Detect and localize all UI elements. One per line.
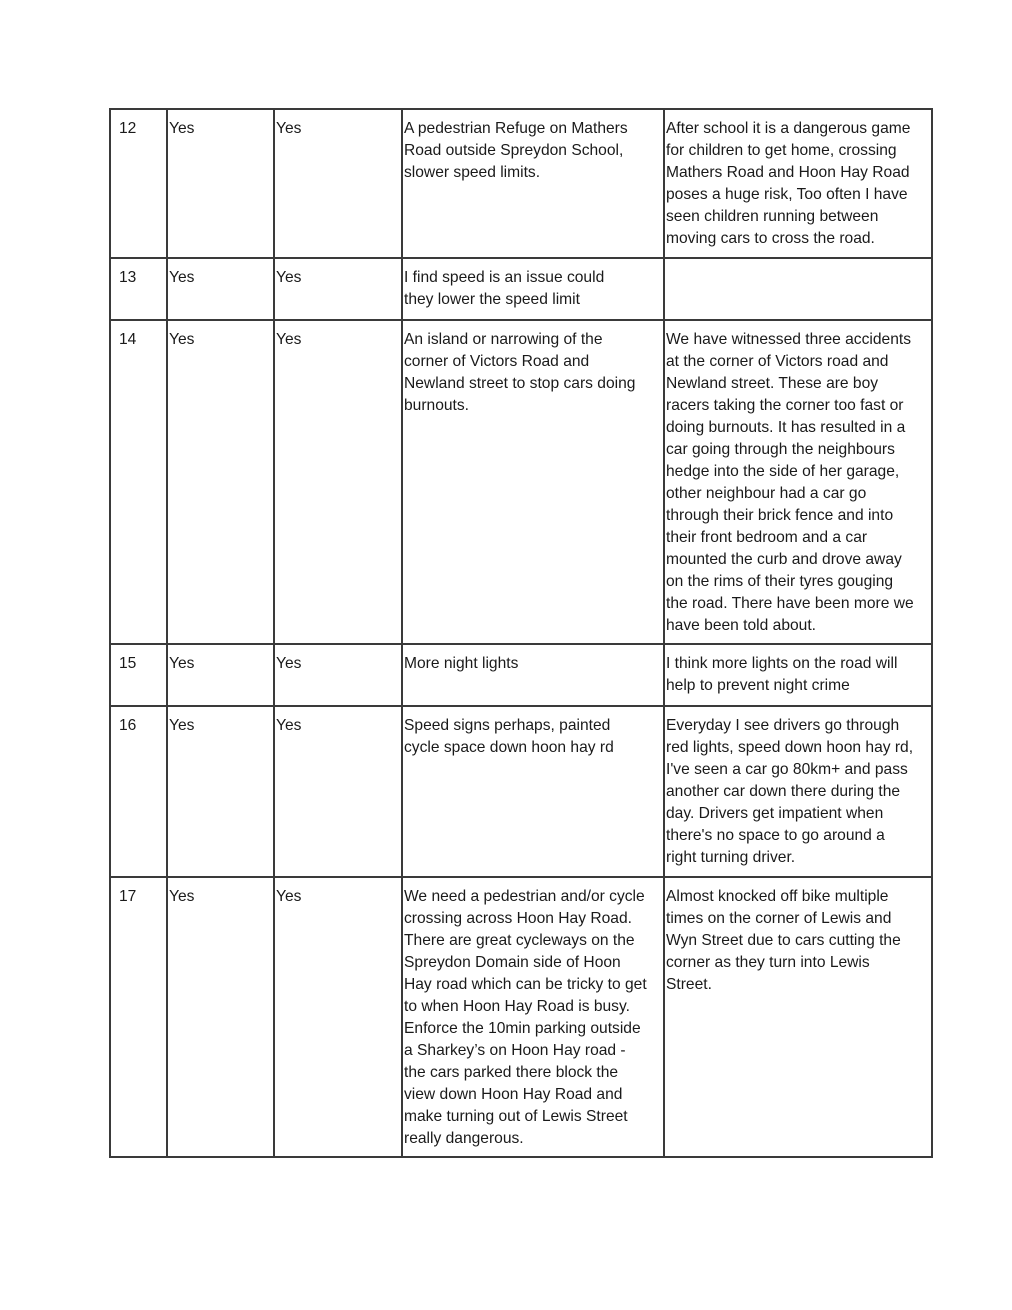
row-number: 16 (110, 706, 167, 877)
table-row (110, 258, 932, 320)
answer-cell: Yes (167, 877, 274, 1157)
table-body (110, 109, 932, 1157)
suggestion-cell: An island or narrowing of the corner of Victors Road and Newland street to stop cars doing burnouts. (402, 320, 664, 644)
row-number: 15 (110, 644, 167, 706)
suggestion-cell: More night lights (402, 644, 664, 706)
answer-cell: Yes (167, 258, 274, 320)
answer-cell: Yes (274, 109, 402, 258)
response-table (109, 108, 933, 1158)
comment-cell: Almost knocked off bike multiple times on the corner of Lewis and Wyn Street due to cars cutting the corner as they turn into Lewis Street. (664, 877, 932, 1157)
table-row (110, 320, 932, 644)
answer-cell: Yes (274, 320, 402, 644)
table-row (110, 644, 932, 706)
comment-cell: We have witnessed three accidents at the corner of Victors road and Newland street. These are boy racers taking the corner too fast or doing burnouts. It has resulted in a car going through the neighbours hedge into the side of her garage, other neighbour had a car go through their brick fence and into their front bedroom and a car mounted the curb and drove away on the rims of their tyres gouging the road. There have been more we have been told about. (664, 320, 932, 644)
answer-cell: Yes (167, 644, 274, 706)
suggestion-cell: Speed signs perhaps, painted cycle space down hoon hay rd (402, 706, 664, 877)
answer-cell: Yes (274, 706, 402, 877)
row-number: 17 (110, 877, 167, 1157)
row-number: 12 (110, 109, 167, 258)
table-row (110, 877, 932, 1157)
suggestion-cell: A pedestrian Refuge on Mathers Road outside Spreydon School, slower speed limits. (402, 109, 664, 258)
row-number: 14 (110, 320, 167, 644)
answer-cell: Yes (167, 109, 274, 258)
comment-cell: I think more lights on the road will help to prevent night crime (664, 644, 932, 706)
answer-cell: Yes (167, 706, 274, 877)
table-row (110, 706, 932, 877)
comment-cell (664, 258, 932, 320)
table-row (110, 109, 932, 258)
suggestion-cell: I find speed is an issue could they lower the speed limit (402, 258, 664, 320)
comment-cell: Everyday I see drivers go through red lights, speed down hoon hay rd, I've seen a car go 80km+ and pass another car down there during the day. Drivers get impatient when there's no space to go around a right turning driver. (664, 706, 932, 877)
row-number: 13 (110, 258, 167, 320)
answer-cell: Yes (167, 320, 274, 644)
answer-cell: Yes (274, 877, 402, 1157)
answer-cell: Yes (274, 258, 402, 320)
answer-cell: Yes (274, 644, 402, 706)
comment-cell: After school it is a dangerous game for children to get home, crossing Mathers Road and Hoon Hay Road poses a huge risk, Too often I have seen children running between moving cars to cross the road. (664, 109, 932, 258)
suggestion-cell: We need a pedestrian and/or cycle crossing across Hoon Hay Road. There are great cycleways on the Spreydon Domain side of Hoon Hay road which can be tricky to get to when Hoon Hay Road is busy. Enforce the 10min parking outside a Sharkey’s on Hoon Hay road - the cars parked there block the view down Hoon Hay Road and make turning out of Lewis Street really dangerous. (402, 877, 664, 1157)
